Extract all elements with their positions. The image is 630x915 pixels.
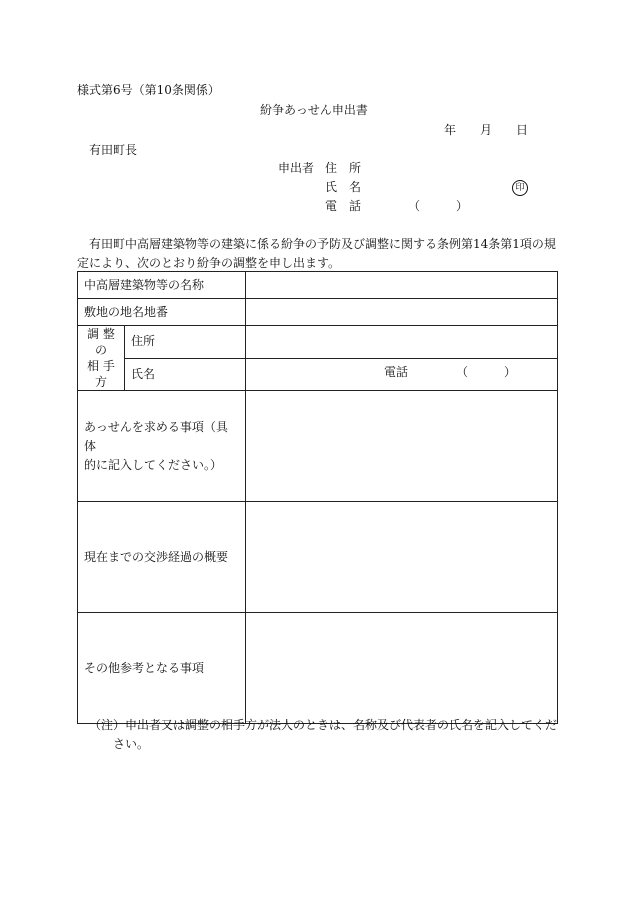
site-label: 敷地の地名地番 (78, 299, 246, 326)
cp-phone-parens: （ ） (456, 364, 517, 379)
applicant-phone-label: 電 話 (325, 199, 362, 213)
mediation-items-label-line1: あっせんを求める事項（具体 (84, 419, 228, 453)
applicant-phone-parens: （ ） (408, 199, 469, 213)
date-month-label: 月 (480, 123, 493, 137)
applicant-name-label: 氏 名 (325, 180, 362, 194)
application-form-table (77, 271, 558, 724)
counterparty-label-line1: 調 整 の (87, 327, 115, 357)
cp-phone-label: 電話 (384, 364, 409, 379)
applicant-label: 申出者 (278, 161, 315, 175)
cp-address-label: 住所 (125, 326, 246, 359)
counterparty-label (78, 326, 125, 391)
counterparty-label-line2: 相 手 方 (87, 359, 115, 389)
note-prefix: （注） (89, 718, 126, 732)
history-field[interactable] (246, 502, 558, 613)
body-text-line1: 有田町中高層建築物等の建築に係る紛争の予防及び調整に関する条例第14条第1項の規 (89, 237, 556, 251)
note-line2: さい。 (113, 737, 150, 751)
note-line1: 申出者又は調整の相手方が法人のときは、名称及び代表者の氏名を記入してくだ (125, 718, 558, 732)
cp-name-label: 氏名 (125, 358, 246, 391)
building-name-field[interactable] (246, 272, 558, 299)
mediation-items-field[interactable] (246, 391, 558, 502)
history-label: 現在までの交渉経過の概要 (78, 502, 246, 613)
addressee: 有田町長 (89, 143, 138, 157)
form-title: 紛争あっせん申出書 (260, 103, 368, 117)
applicant-address-label: 住 所 (325, 161, 362, 175)
building-name-label: 中高層建築物等の名称 (78, 272, 246, 299)
form-number: 様式第6号（第10条関係） (77, 83, 220, 97)
cp-address-field[interactable] (246, 326, 558, 359)
mediation-items-label (78, 391, 246, 502)
date-year-label: 年 (444, 123, 457, 137)
date-day-label: 日 (516, 123, 529, 137)
other-field[interactable] (246, 613, 558, 724)
body-text-line2: 定により、次のとおり紛争の調整を申し出ます。 (77, 256, 341, 270)
cp-name-field[interactable] (246, 358, 558, 391)
mediation-items-label-line2: 的に記入してください。） (84, 457, 223, 472)
seal-mark (512, 178, 528, 196)
seal-icon: 印 (512, 180, 528, 196)
other-label: その他参考となる事項 (78, 613, 246, 724)
site-field[interactable] (246, 299, 558, 326)
